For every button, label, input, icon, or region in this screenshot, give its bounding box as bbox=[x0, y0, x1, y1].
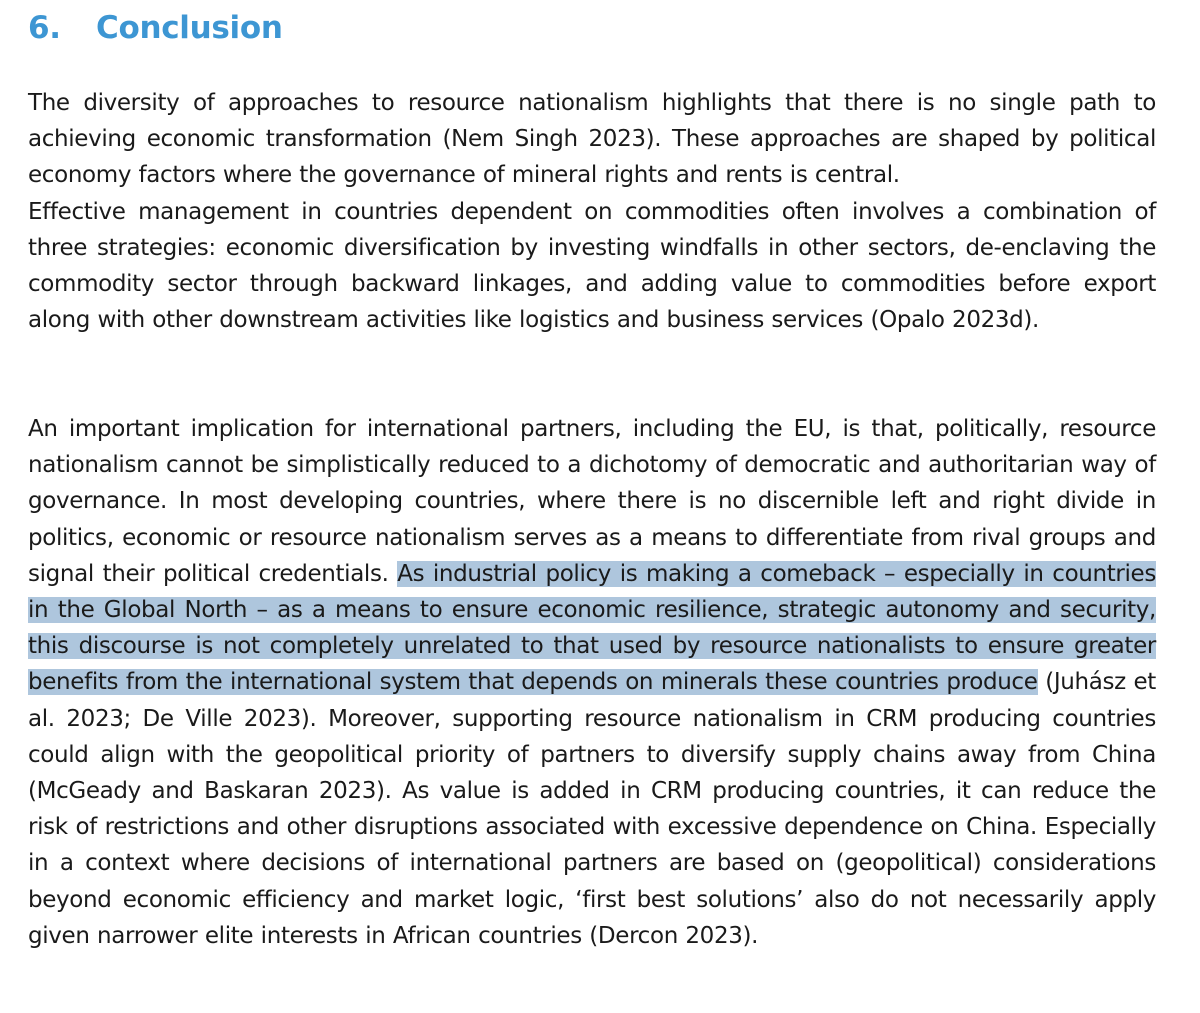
section-number: 6. bbox=[28, 10, 61, 46]
section-title: Conclusion bbox=[96, 10, 283, 46]
paragraph-2-rest: (Juhász et al. 2023; De Ville 2023). Moreover, supporting resource nationalism in CRM producing countries could align with the geopolitical priority of partners to diversify supply chains away from China (McGeady and Baskaran 2023). As value is added in CRM producing countries, it can reduce the risk of restrictions and other disruptions associated with excessive dependence on China. Especially in a context where decisions of international partners are based on (geopolitical) considerations beyond economic efficiency and market logic, ‘first best solutions’ also do not necessarily apply given narrower elite interests in African countries (Dercon 2023). bbox=[28, 669, 1156, 949]
paragraph-1-sentence-a: The diversity of approaches to resource nationalism highlights that there is no single path to achieving economic transformation (Nem Singh 2023). These approaches are shaped by political economy factors where the governance of mineral rights and rents is central. bbox=[28, 90, 1156, 189]
highlighted-text-selection[interactable]: As industrial policy is making a comeback – especially in countries in the Global North – as a means to ensure economic resilience, strategic autonomy and security, this discourse is not completely unrelated to that used by resource nationalists to ensure greater benefits from the international system that depends on minerals these countries produce bbox=[28, 560, 1156, 696]
paragraph-2-intro: An important implication for international partners, including the EU, is that, politically, resource nationalism cannot be simplistically reduced to a dichotomy of democratic and authoritarian way of governance. In most developing countries, where there is no discernible left and right divide in politics, economic or resource nationalism serves as a means to differentiate from rival groups and signal their political credentials. bbox=[28, 416, 1156, 587]
paragraph-1-sentence-b: Effective management in countries dependent on commodities often involves a combination of three strategies: economic diversification by investing windfalls in other sectors, de-enclaving the commodity sector through backward linkages, and adding value to commodities before export along with other downstream activities like logistics and business services (Opalo 2023d). bbox=[28, 198, 1156, 334]
paragraph-2 bbox=[28, 411, 1156, 954]
paragraph-1 bbox=[28, 85, 1156, 338]
section-heading bbox=[28, 10, 283, 46]
